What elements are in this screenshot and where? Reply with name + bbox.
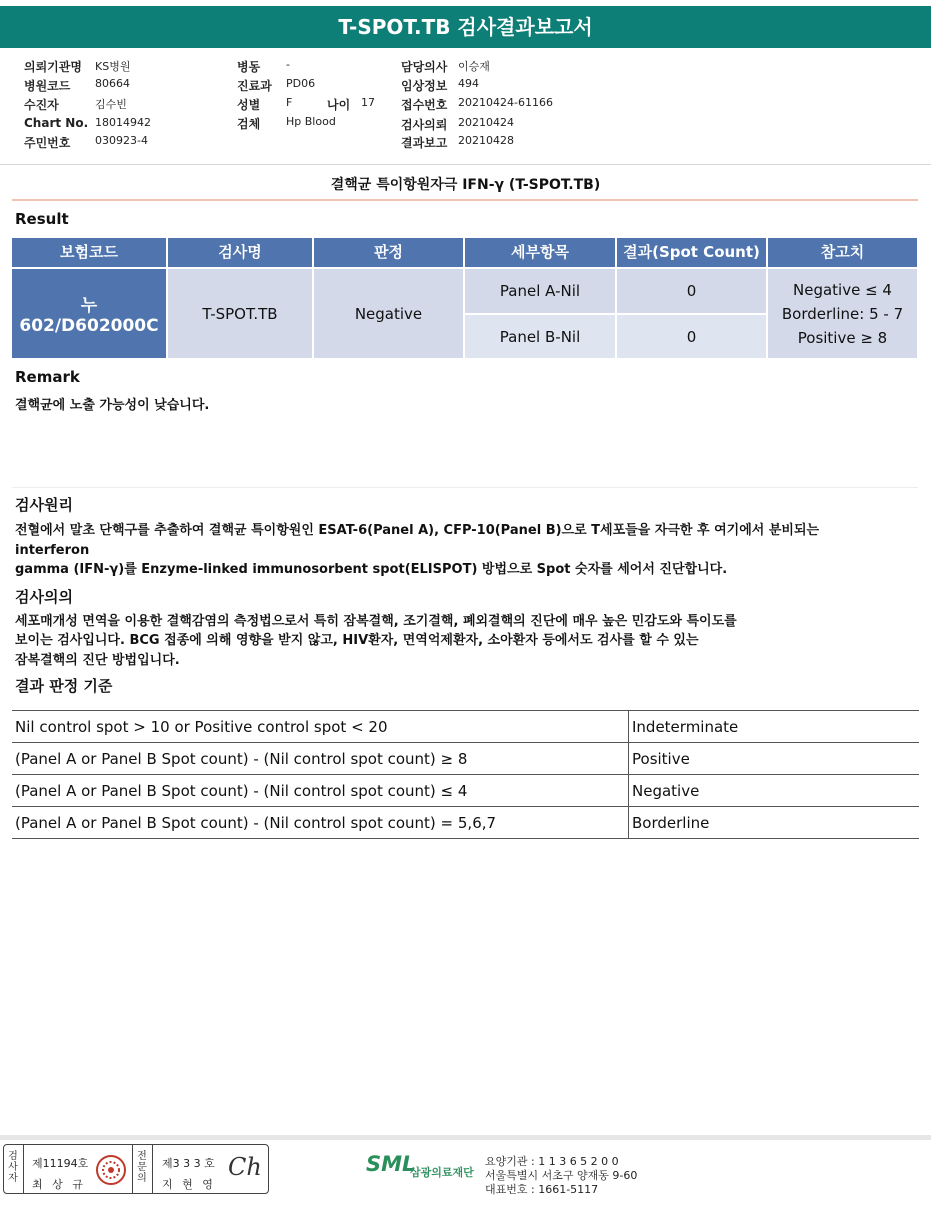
org-info-line: 요양기관 : 1 1 3 6 5 2 0 0 (485, 1155, 619, 1168)
table-row (12, 775, 919, 807)
test-name-cell: T-SPOT.TB (168, 269, 312, 358)
remark-box (12, 362, 918, 488)
significance-line: 세포매개성 면역을 이용한 결핵감염의 측정법으로서 특히 잠복결핵, 조기결핵, 폐외결핵의 진단에 매우 높은 민감도와 특이도를 (15, 614, 737, 629)
table-row (12, 711, 919, 743)
remark-text: 결핵균에 노출 가능성이 낮습니다. (15, 398, 210, 413)
section-divider (12, 199, 918, 201)
header-detail-item: 세부항목 (465, 238, 615, 267)
reference-cell (768, 269, 917, 358)
org-info-line: 서울특별시 서초구 양재동 9-60 (485, 1169, 638, 1182)
info-value: 18014942 (95, 116, 151, 129)
info-label: 수진자 (24, 98, 59, 112)
info-value: 17 (361, 96, 375, 109)
principle-line: interferon (15, 543, 90, 558)
info-value: 030923-4 (95, 134, 148, 147)
criteria-result: Indeterminate (629, 711, 920, 743)
header-judgement: 판정 (314, 238, 463, 267)
spot-count-cell: 0 (617, 315, 766, 358)
criteria-result: Negative (629, 775, 920, 807)
section-title: 결핵균 특이항원자극 IFN-γ (T-SPOT.TB) (330, 177, 601, 193)
info-value: F (286, 96, 293, 109)
reference-line: Borderline: 5 - 7 (781, 304, 904, 323)
divider (132, 1145, 133, 1193)
reference-line: Positive ≥ 8 (797, 328, 888, 347)
info-value: 이승재 (458, 60, 490, 73)
header-test-name: 검사명 (168, 238, 312, 267)
principle-line: 전혈에서 말초 단핵구를 추출하여 결핵균 특이항원인 ESAT-6(Panel A), CFP-10(Panel B)으로 T세포들을 자극한 후 여기에서 분비되는 (15, 523, 820, 538)
doctor-name: 지 현 영 (162, 1178, 216, 1191)
table-row (12, 807, 919, 839)
criteria-table (12, 710, 919, 839)
info-label: 나이 (327, 98, 351, 112)
divider (152, 1145, 153, 1193)
significance-line: 보이는 검사입니다. BCG 접종에 의해 영향을 받지 않고, HIV환자, 면역억제환자, 소아환자 등에서도 검사를 할 수 있는 (15, 633, 699, 648)
signature-box (3, 1144, 269, 1194)
info-label: 검사의뢰 (401, 118, 448, 132)
criteria-result: Positive (629, 743, 920, 775)
info-label: Chart No. (24, 116, 89, 130)
info-label: 성별 (237, 98, 261, 112)
info-label: 검체 (237, 117, 261, 131)
doctor-license: 제3 3 3 호 (162, 1157, 215, 1170)
info-label: 접수번호 (401, 98, 448, 112)
sml-logo: SML (366, 1152, 416, 1176)
patient-info (0, 48, 931, 165)
org-info-line: 대표번호 : 1661-5117 (485, 1183, 599, 1196)
spot-count-cell: 0 (617, 269, 766, 313)
info-value: 494 (458, 77, 479, 90)
info-value: 20210428 (458, 134, 514, 147)
detail-item-cell: Panel A-Nil (465, 269, 615, 313)
judgement-cell: Negative (314, 269, 463, 358)
info-label: 결과보고 (401, 136, 448, 150)
remark-heading: Remark (15, 368, 80, 386)
info-label: 주민번호 (24, 136, 71, 150)
info-value: 20210424 (458, 116, 514, 129)
insurance-code-cell: 누602/D602000C (12, 269, 166, 358)
detail-item-cell: Panel B-Nil (465, 315, 615, 358)
footer-divider (0, 1135, 931, 1140)
examiner-license: 제11194호 (32, 1157, 89, 1170)
result-heading: Result (15, 210, 69, 228)
principle-heading: 검사원리 (15, 496, 73, 514)
principle-line: gamma (IFN-γ)를 Enzyme-linked immunosorbent spot(ELISPOT) 방법으로 Spot 숫자를 세어서 진단합니다. (15, 562, 728, 577)
info-label: 담당의사 (401, 60, 448, 74)
report-title: T-SPOT.TB 검사결과보고서 (0, 6, 931, 48)
reference-line: Negative ≤ 4 (793, 280, 892, 299)
info-label: 병동 (237, 60, 261, 74)
seal-icon (94, 1154, 128, 1186)
header-reference: 참고치 (768, 238, 917, 267)
examiner-name: 최 상 규 (32, 1178, 86, 1191)
criteria-condition: Nil control spot > 10 or Positive control spot < 20 (12, 711, 629, 743)
table-row (12, 743, 919, 775)
significance-line: 잠복결핵의 진단 방법입니다. (15, 653, 180, 668)
examiner-label: 검사자 (8, 1151, 18, 1184)
info-value: Hp Blood (286, 115, 336, 128)
info-label: 병원코드 (24, 79, 71, 93)
info-value: KS병원 (95, 60, 131, 73)
org-name: 삼광의료재단 (410, 1166, 474, 1179)
info-value: 80664 (95, 77, 130, 90)
significance-heading: 검사의의 (15, 588, 73, 606)
criteria-condition: (Panel A or Panel B Spot count) - (Nil control spot count) ≤ 4 (12, 775, 629, 807)
criteria-condition: (Panel A or Panel B Spot count) - (Nil control spot count) = 5,6,7 (12, 807, 629, 839)
info-label: 진료과 (237, 79, 272, 93)
info-value: - (286, 58, 290, 71)
info-value: 20210424-61166 (458, 96, 553, 109)
info-label: 의뢰기관명 (24, 60, 82, 74)
signature: Ch (228, 1153, 262, 1181)
criteria-heading: 결과 판정 기준 (15, 677, 113, 695)
criteria-condition: (Panel A or Panel B Spot count) - (Nil control spot count) ≥ 8 (12, 743, 629, 775)
info-label: 임상정보 (401, 79, 448, 93)
criteria-result: Borderline (629, 807, 920, 839)
header-insurance-code: 보험코드 (12, 238, 166, 267)
doctor-label: 전문의 (137, 1151, 147, 1184)
header-spot-count: 결과(Spot Count) (617, 238, 766, 267)
divider (23, 1145, 24, 1193)
info-value: 김수빈 (95, 98, 127, 111)
info-value: PD06 (286, 77, 316, 90)
